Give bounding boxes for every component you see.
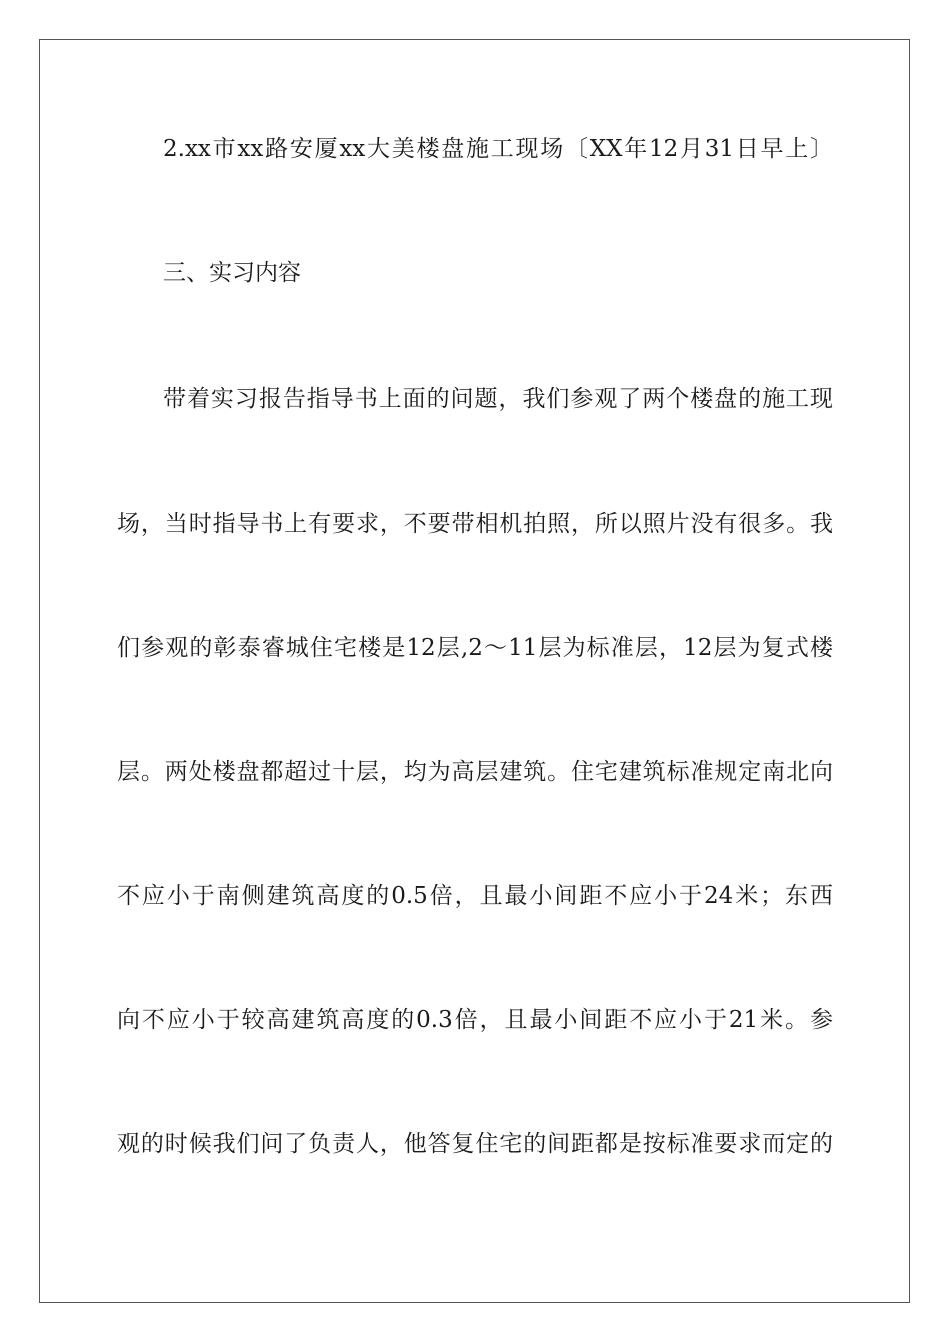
paragraph-line: 向不应小于较高建筑高度的0.3倍，且最小间距不应小于21米。参: [117, 1007, 833, 1033]
paragraph-line: 不应小于南侧建筑高度的0.5倍，且最小间距不应小于24米；东西: [117, 883, 833, 909]
page-border: [39, 39, 910, 1303]
paragraph-line: 们参观的彰泰睿城住宅楼是12层,2～11层为标准层，12层为复式楼: [117, 635, 833, 661]
paragraph-line: 场，当时指导书上有要求，不要带相机拍照，所以照片没有很多。我: [117, 511, 833, 537]
paragraph-line: 层。两处楼盘都超过十层，均为高层建筑。住宅建筑标准规定南北向: [117, 759, 833, 785]
paragraph-line: 观的时候我们问了负责人，他答复住宅的间距都是按标准要求而定的: [117, 1131, 833, 1157]
section-heading: 三、实习内容: [163, 260, 301, 286]
site-item-line: 2.xx市xx路安厦xx大美楼盘施工现场〔XX年12月31日早上〕: [163, 136, 833, 162]
paragraph-line: 带着实习报告指导书上面的问题，我们参观了两个楼盘的施工现: [163, 386, 833, 412]
